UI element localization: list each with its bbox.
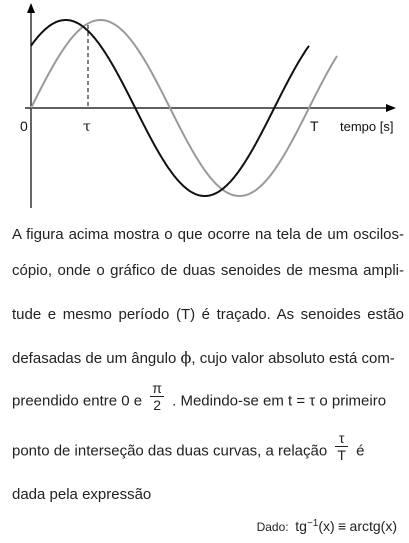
tg-argument: (x) [318, 518, 335, 534]
x-axis-arrow [386, 104, 396, 112]
inverse-exponent: −1 [306, 518, 319, 529]
text-line-4 [12, 349, 404, 368]
text-line-6-end: é [356, 442, 365, 460]
fraction-numerator: τ [335, 430, 348, 447]
period-label: T [310, 118, 319, 134]
text-line-6 [12, 430, 404, 463]
text-line-5-end: . Medindo-se em t = τ o primeiro [172, 392, 387, 410]
arctg-text: arctg(x) [349, 518, 397, 534]
origin-label: 0 [20, 118, 28, 134]
text-line-3: tude e mesmo período (T) é traçado. As senoides estão [12, 306, 404, 323]
text-line-4-end: , cujo valor absoluto está com- [191, 350, 395, 367]
tg-text: tg [295, 518, 307, 534]
text-line-4-start: defasadas de um ângulo [12, 350, 177, 367]
tau-over-T-fraction [335, 430, 348, 463]
phi-symbol: ϕ [180, 348, 192, 367]
time-axis-label: tempo [s] [340, 119, 394, 134]
text-line-5 [12, 380, 404, 413]
given-label: Dado: [256, 520, 289, 534]
fraction-denominator: T [337, 447, 346, 463]
text-line-2: cópio, onde o gráfico de duas senoides de mesma ampli- [12, 262, 404, 279]
oscilloscope-figure [0, 0, 409, 215]
text-line-5-start: preendido entre 0 e [12, 392, 143, 410]
given-note [257, 518, 397, 534]
tau-label: τ [83, 119, 91, 135]
text-line-6-start: ponto de interseção das duas curvas, a relação [12, 442, 328, 460]
pi-over-2-fraction [150, 380, 164, 413]
text-line-7: dada pela expressão [12, 486, 152, 503]
y-axis-arrow [27, 3, 35, 13]
fraction-denominator: 2 [153, 397, 162, 413]
equivalence-symbol: ≡ [338, 518, 347, 534]
fraction-numerator: π [152, 380, 162, 396]
text-line-1: A figura acima mostra o que ocorre na tela de um oscilos- [12, 226, 404, 243]
